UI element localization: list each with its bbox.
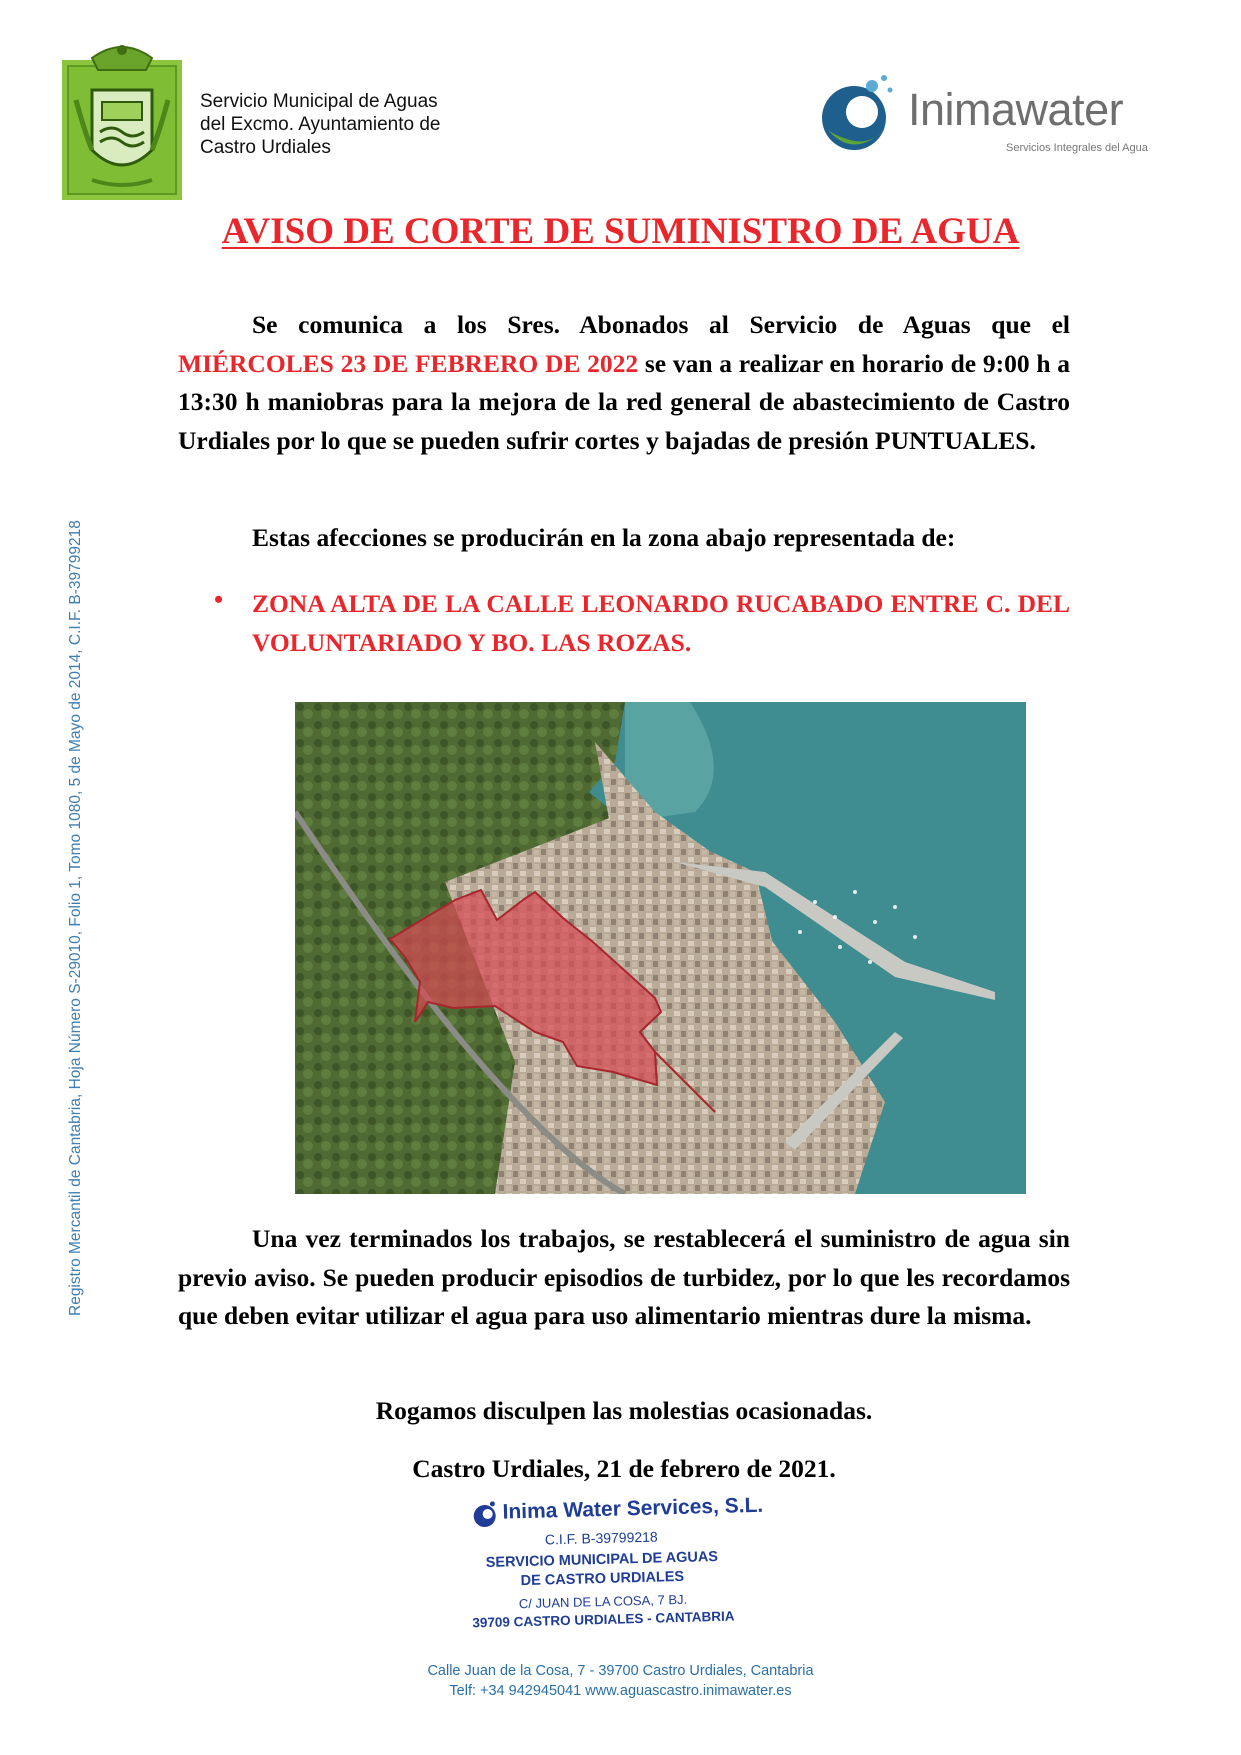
paragraph-1-rest: se van a realizar en horario de 9:00 h a 13:30 h maniobras para la mejora de la red general de abastecimiento de Castro Urdiales por lo que se pueden sufrir cortes y bajadas de presión PUNTUALES. [178,348,1070,455]
place-and-date: Castro Urdiales, 21 de febrero de 2021. [412,1454,836,1483]
bullet-icon: • [214,585,224,614]
municipal-service-name [200,90,500,159]
affected-zone-item: ZONA ALTA DE LA CALLE LEONARDO RUCABADO ENTRE C. DEL VOLUNTARIADO Y BO. LAS ROZAS. [252,589,1070,657]
coat-of-arms-logo [62,40,182,200]
stamp-address-line-2: 39709 CASTRO URDIALES - CANTABRIA [472,1608,735,1631]
inimawater-logo [810,70,1180,160]
municipal-line-1: Servicio Municipal de Aguas [200,91,438,112]
brand-tagline: Servicios Integrales del Agua [1006,142,1148,154]
brand-name: Inimawater [908,84,1124,135]
water-drop-icon [810,70,900,160]
closing-line: Rogamos disculpen las molestias ocasionadas. [375,1396,873,1425]
municipal-line-3: Castro Urdiales [200,137,331,158]
stamp-cif: C.I.F. B-39799218 [544,1528,658,1548]
footer-contact: Telf: +34 942945041 www.aguascastro.inimawater.es [449,1683,792,1699]
stamp-service-line-2: DE CASTRO URDIALES [520,1568,685,1590]
company-stamp [466,1491,764,1638]
registry-info: Registro Mercantil de Cantabria, Hoja Número S-29010, Folio 1, Tomo 1080, 5 de Mayo de 2014, C.I.F. B-39799218 [67,520,84,1316]
footer [0,1661,1241,1701]
stamp-address-line-1: C/ JUAN DE LA COSA, 7 BJ. [518,1591,688,1612]
notice-paragraph-2: Estas afecciones se producirán en la zona abajo representada de: [252,523,956,552]
notice-title-text: AVISO DE CORTE DE SUMINISTRO DE AGUA [221,211,1020,252]
cut-date-highlight: MIÉRCOLES 23 DE FEBRERO DE 2022 [178,348,639,378]
notice-title [0,210,1241,253]
notice-paragraph-3: Una vez terminados los trabajos, se restablecerá el suministro de agua sin previo aviso. Se pueden producir episodios de turbidez, por lo que les recordamos que deben evitar utilizar el agua para uso alimentario mientras dure la misma. [178,1224,1070,1330]
water-drop-icon [470,1499,501,1530]
municipal-line-2: del Excmo. Ayuntamiento de [200,114,441,135]
affected-area-aerial-map [295,702,1026,1194]
notice-paragraph-1 [178,306,1070,460]
stamp-company-name: Inima Water Services, S.L. [502,1493,764,1524]
footer-address: Calle Juan de la Cosa, 7 - 39700 Castro Urdiales, Cantabria [427,1663,814,1679]
stamp-service-line-1: SERVICIO MUNICIPAL DE AGUAS [485,1548,719,1572]
paragraph-1-intro: Se comunica a los Sres. Abonados al Servicio de Aguas que el [252,310,1070,339]
